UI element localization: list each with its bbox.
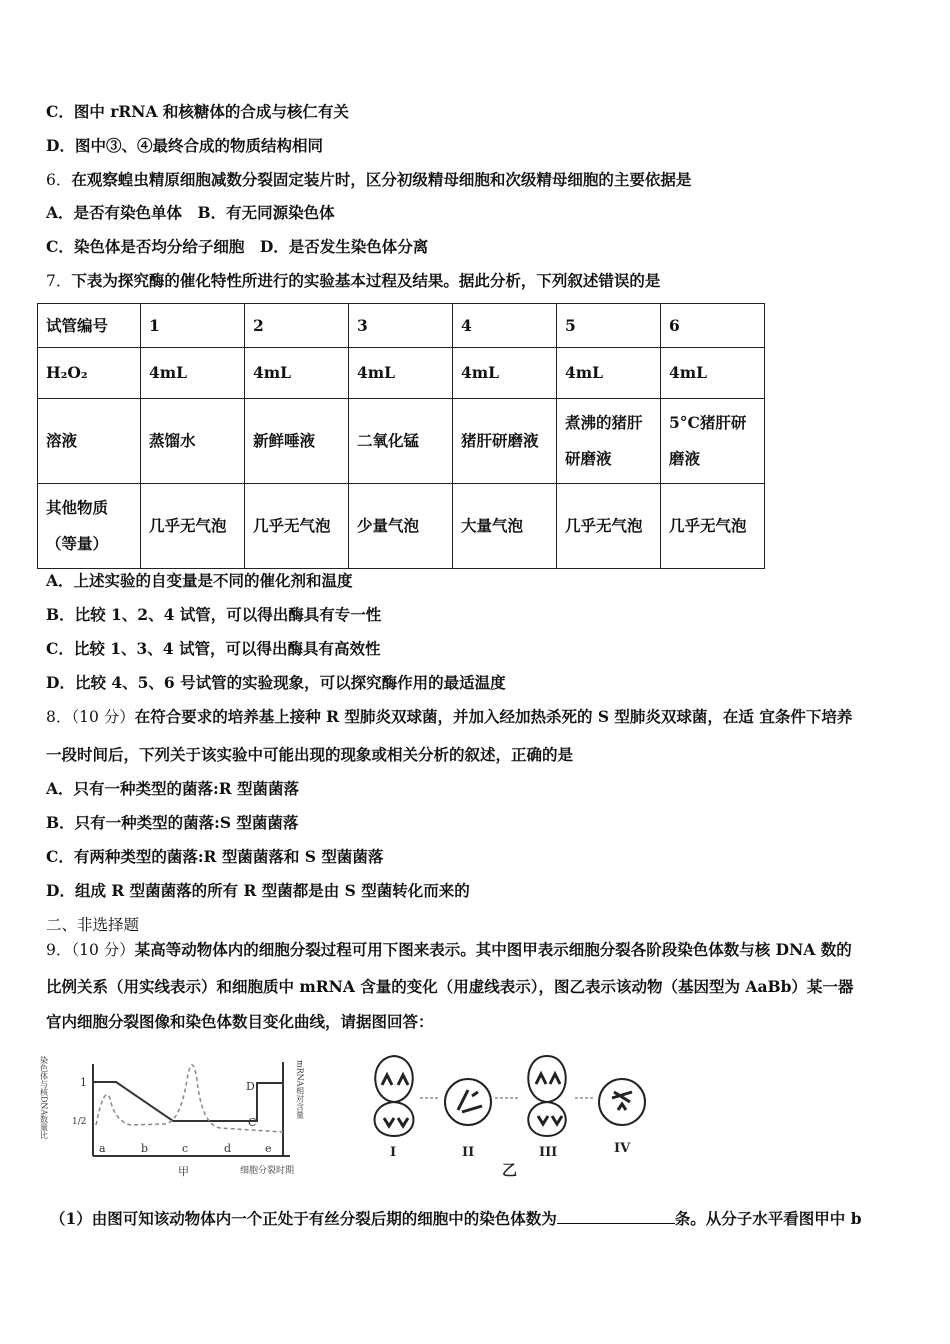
table-cell: 1 (141, 304, 245, 348)
figure-jia-graph (40, 1040, 340, 1180)
q8-option-c: C．有两种类型的菌落:R 型菌菌落和 S 型菌菌落 (46, 847, 384, 866)
table-cell: 5°C猪肝研磨液 (661, 399, 765, 484)
table-cell: 4mL (141, 348, 245, 399)
q8-option-d: D．组成 R 型菌菌落的所有 R 型菌都是由 S 型菌转化而来的 (46, 881, 470, 900)
table-row (38, 304, 765, 348)
table-row (38, 484, 765, 569)
table-cell: 试管编号 (38, 304, 141, 348)
q7-option-c: C．比较 1、3、4 试管，可以得出酶具有高效性 (46, 639, 381, 658)
table-cell: 其他物质（等量） (38, 484, 141, 569)
q8-number: 8．（10 分） (46, 708, 135, 726)
q9-stem-2: 比例关系（用实线表示）和细胞质中 mRNA 含量的变化（用虚线表示），图乙表示该动物（基因型为 AaBb）某一器 (46, 977, 854, 996)
q7-number: 7． (46, 272, 72, 290)
cell-label-ii: II (462, 1145, 475, 1160)
answer-blank[interactable] (557, 1207, 675, 1224)
phase-a: a (99, 1142, 106, 1155)
q8-text-1: 在符合要求的培养基上接种 R 型肺炎双球菌，并加入经加热杀死的 S 型肺炎双球菌，在适 宜条件下培养 (134, 707, 853, 726)
table-cell: 猪肝研磨液 (453, 399, 557, 484)
table-cell: 几乎无气泡 (245, 484, 349, 569)
table-cell: 5 (557, 304, 661, 348)
table-cell: 煮沸的猪肝研磨液 (557, 399, 661, 484)
table-cell: 二氧化锰 (349, 399, 453, 484)
table-cell: 几乎无气泡 (557, 484, 661, 569)
table-cell: 溶液 (38, 399, 141, 484)
q9-sub1-text-2: 条。从分子水平看图甲中 b (674, 1209, 862, 1228)
table-cell: 4mL (453, 348, 557, 399)
phase-b: b (141, 1142, 149, 1155)
q8-stem-2: 一段时间后，下列关于该实验中可能出现的现象或相关分析的叙述，正确的是 (46, 745, 574, 764)
q9-text-1: 某高等动物体内的细胞分裂过程可用下图来表示。其中图甲表示细胞分裂各阶段染色体数与核 DNA 数的 (134, 940, 852, 959)
q8-option-b: B．只有一种类型的菌落:S 型菌菌落 (46, 813, 299, 832)
table-cell: 2 (245, 304, 349, 348)
table-cell: H₂O₂ (38, 348, 141, 399)
table-cell: 大量气泡 (453, 484, 557, 569)
left-axis-label: 染色体与核DNA数量比 (40, 1056, 49, 1140)
x-axis-label: 细胞分裂时期 (240, 1166, 295, 1176)
table-cell: 6 (661, 304, 765, 348)
q6-number: 6． (46, 171, 72, 189)
cell-label-iv: IV (614, 1141, 631, 1156)
cell-ii-shape (445, 1079, 491, 1125)
label-c: C (248, 1116, 257, 1129)
table-cell: 少量气泡 (349, 484, 453, 569)
table-cell: 4mL (557, 348, 661, 399)
tick-1: 1 (80, 1076, 87, 1089)
table-cell: 几乎无气泡 (661, 484, 765, 569)
table-cell: 4mL (349, 348, 453, 399)
figure-yi-cells (350, 1040, 670, 1180)
caption-yi: 乙 (502, 1161, 518, 1179)
q7-option-a: A．上述实验的自变量是不同的催化剂和温度 (46, 571, 353, 590)
table-cell: 几乎无气泡 (141, 484, 245, 569)
q7-option-d: D．比较 4、5、6 号试管的实验现象，可以探究酶作用的最适温度 (46, 673, 506, 692)
table-row (38, 399, 765, 484)
right-axis-label: mRNA相对含量 (295, 1060, 305, 1119)
table-cell: 4 (453, 304, 557, 348)
caption-jia: 甲 (178, 1165, 189, 1178)
q7-text: 下表为探究酶的催化特性所进行的实验基本过程及结果。据此分析，下列叙述错误的是 (71, 271, 661, 290)
tick-half: 1/2 (72, 1117, 87, 1127)
experiment-table (37, 303, 765, 569)
q8-stem-1 (46, 707, 852, 727)
cell-label-i: I (390, 1145, 397, 1160)
q9-stem-1 (46, 940, 852, 960)
q7-stem (46, 271, 660, 291)
phase-e: e (265, 1142, 272, 1155)
q9-sub1 (50, 1207, 862, 1229)
q5-option-c: C．图中 rRNA 和核糖体的合成与核仁有关 (46, 102, 349, 121)
q9-sub1-text: （1）由图可知该动物体内一个正处于有丝分裂后期的细胞中的染色体数为 (50, 1209, 557, 1228)
q5-option-d: D．图中③、④最终合成的物质结构相同 (46, 136, 323, 155)
q6-text: 在观察蝗虫精原细胞减数分裂固定装片时，区分初级精母细胞和次级精母细胞的主要依据是 (71, 170, 692, 189)
cell-i-shape (375, 1056, 414, 1136)
q6-stem (46, 170, 691, 190)
label-d: D (246, 1080, 255, 1093)
cell-iii-shape (528, 1056, 566, 1136)
table-cell: 4mL (661, 348, 765, 399)
q6-options-ab: A．是否有染色单体 B．有无同源染色体 (46, 203, 335, 222)
q9-stem-3: 官内细胞分裂图像和染色体数目变化曲线，请据图回答： (46, 1012, 434, 1031)
phase-d: d (224, 1142, 232, 1155)
section-heading: 二、非选择题 (46, 916, 140, 934)
table-cell: 新鲜唾液 (245, 399, 349, 484)
cell-label-iii: III (539, 1145, 558, 1160)
q8-option-a: A．只有一种类型的菌落:R 型菌菌落 (46, 779, 300, 798)
table-cell: 3 (349, 304, 453, 348)
table-row (38, 348, 765, 399)
q6-options-cd: C．染色体是否均分给子细胞 D．是否发生染色体分离 (46, 237, 429, 256)
table-cell: 4mL (245, 348, 349, 399)
phase-c: c (182, 1142, 189, 1155)
q7-option-b: B．比较 1、2、4 试管，可以得出酶具有专一性 (46, 605, 382, 624)
table-cell: 蒸馏水 (141, 399, 245, 484)
q9-number: 9．（10 分） (46, 941, 135, 959)
